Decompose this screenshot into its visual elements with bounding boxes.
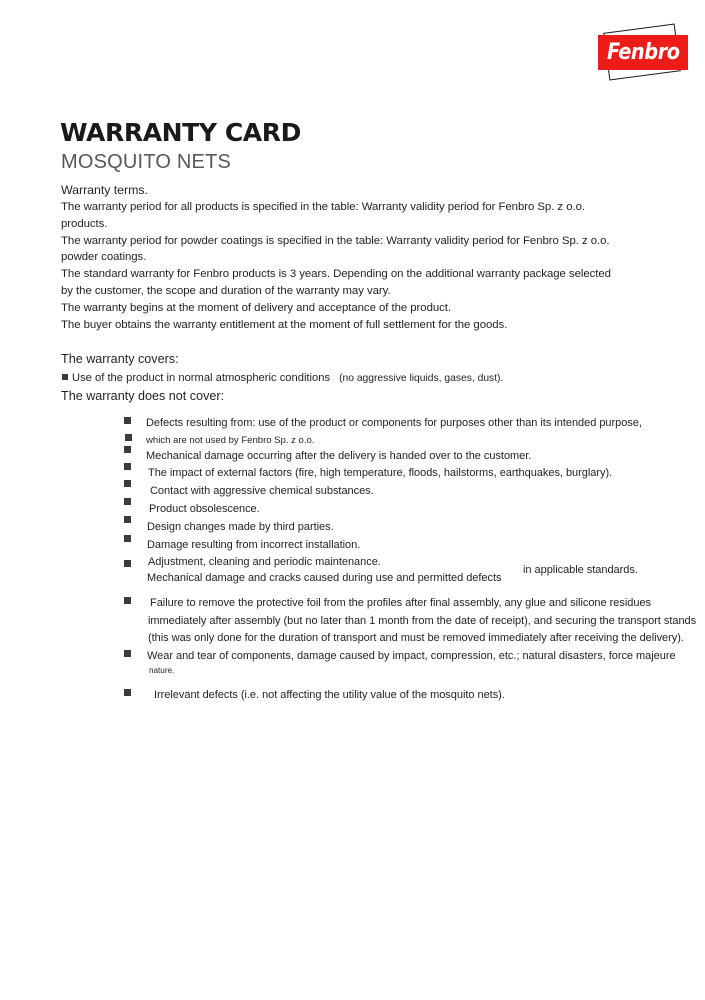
square-bullet-icon — [124, 535, 131, 542]
brand-logo — [596, 26, 692, 80]
list-item-label: Design changes made by third parties. — [147, 521, 334, 533]
list-item-label: which are not used by Fenbro Sp. z o.o. — [146, 435, 315, 446]
list-item-label: Mechanical damage and cracks caused during use and permitted defects — [147, 572, 502, 584]
terms-line: The warranty begins at the moment of delivery and acceptance of the product. — [61, 301, 452, 314]
list-item-label: Wear and tear of components, damage caused by impact, compression, etc.; natural disasters, force majeure — [147, 650, 676, 662]
list-item — [60, 585, 697, 644]
square-bullet-icon — [124, 498, 131, 505]
square-bullet-icon — [124, 597, 131, 604]
terms-line: by the customer, the scope and duration of the warranty may vary. — [61, 284, 391, 297]
list-item-label: Product obsolescence. — [149, 503, 260, 515]
square-bullet-icon — [124, 463, 131, 470]
terms-line: powder coatings. — [61, 251, 147, 264]
list-item-label: Contact with aggressive chemical substances. — [150, 485, 374, 497]
logo-wordmark: Fenbro — [606, 39, 680, 65]
list-item — [60, 443, 680, 461]
list-item — [60, 497, 680, 515]
warranty-terms-heading: Warranty terms. — [61, 183, 148, 197]
square-bullet-icon — [124, 560, 131, 567]
square-bullet-icon — [124, 446, 131, 453]
square-bullet-icon — [62, 374, 68, 380]
warranty-exclusions-list — [60, 413, 697, 701]
square-bullet-icon — [124, 650, 131, 657]
list-item-tail: in applicable standards. — [523, 564, 638, 576]
list-item — [60, 479, 680, 497]
list-item — [60, 461, 680, 479]
page-subtitle: MOSQUITO NETS — [61, 151, 232, 173]
warranty-exclusions-heading: The warranty does not cover: — [61, 389, 225, 403]
square-bullet-icon — [124, 689, 131, 696]
warranty-covers-item — [62, 372, 503, 384]
square-bullet-icon — [124, 480, 131, 487]
terms-line: The warranty period for all products is specified in the table: Warranty validity period for Fenbro Sp. z o.o. — [61, 201, 585, 213]
list-item — [60, 677, 680, 701]
list-item-label: Mechanical damage occurring after the delivery is handed over to the customer. — [146, 450, 532, 462]
list-item — [60, 515, 680, 533]
list-item-label: Irrelevant defects (i.e. not affecting the utility value of the mosquito nets). — [154, 689, 505, 701]
list-item — [60, 533, 680, 551]
list-item-label: The impact of external factors (fire, high temperature, floods, hailstorms, earthquakes, burglary). — [148, 467, 613, 479]
covers-item-tail: (no aggressive liquids, gases, dust). — [339, 373, 504, 384]
list-item — [60, 637, 680, 677]
list-item-label: immediately after assembly (but no later than 1 month from the date of receipt), and securing the transport stands — [148, 615, 697, 627]
terms-line: The standard warranty for Fenbro products is 3 years. Depending on the additional warranty package selected — [61, 268, 611, 281]
square-bullet-icon — [125, 434, 132, 441]
list-item-label: (this was only done for the duration of transport and must be removed immediately after receiving the delivery). — [148, 632, 684, 644]
square-bullet-icon — [124, 417, 131, 424]
list-item — [60, 413, 680, 446]
terms-line: The buyer obtains the warranty entitlement at the moment of full settlement for the goods. — [61, 318, 508, 331]
list-item-label: Defects resulting from: use of the product or components for purposes other than its intended purpose, — [146, 417, 642, 429]
terms-line: products. — [61, 217, 108, 230]
list-item-label: Failure to remove the protective foil from the profiles after final assembly, any glue and silicone residues — [150, 597, 651, 609]
list-item-label: Damage resulting from incorrect installation. — [147, 539, 361, 551]
warranty-covers-heading: The warranty covers: — [61, 352, 179, 366]
logo-plate-shape — [598, 35, 688, 70]
covers-item-text: Use of the product in normal atmospheric conditions — [72, 372, 331, 384]
page-title: WARRANTY CARD — [60, 118, 301, 147]
square-bullet-icon — [124, 516, 131, 523]
list-item — [60, 551, 680, 585]
warranty-terms-block — [61, 182, 676, 333]
list-item-label: Adjustment, cleaning and periodic maintenance. — [148, 556, 381, 568]
terms-line: The warranty period for powder coatings is specified in the table: Warranty validity period for Fenbro Sp. z o.o. — [61, 234, 610, 247]
list-item-label: nature. — [149, 666, 175, 675]
